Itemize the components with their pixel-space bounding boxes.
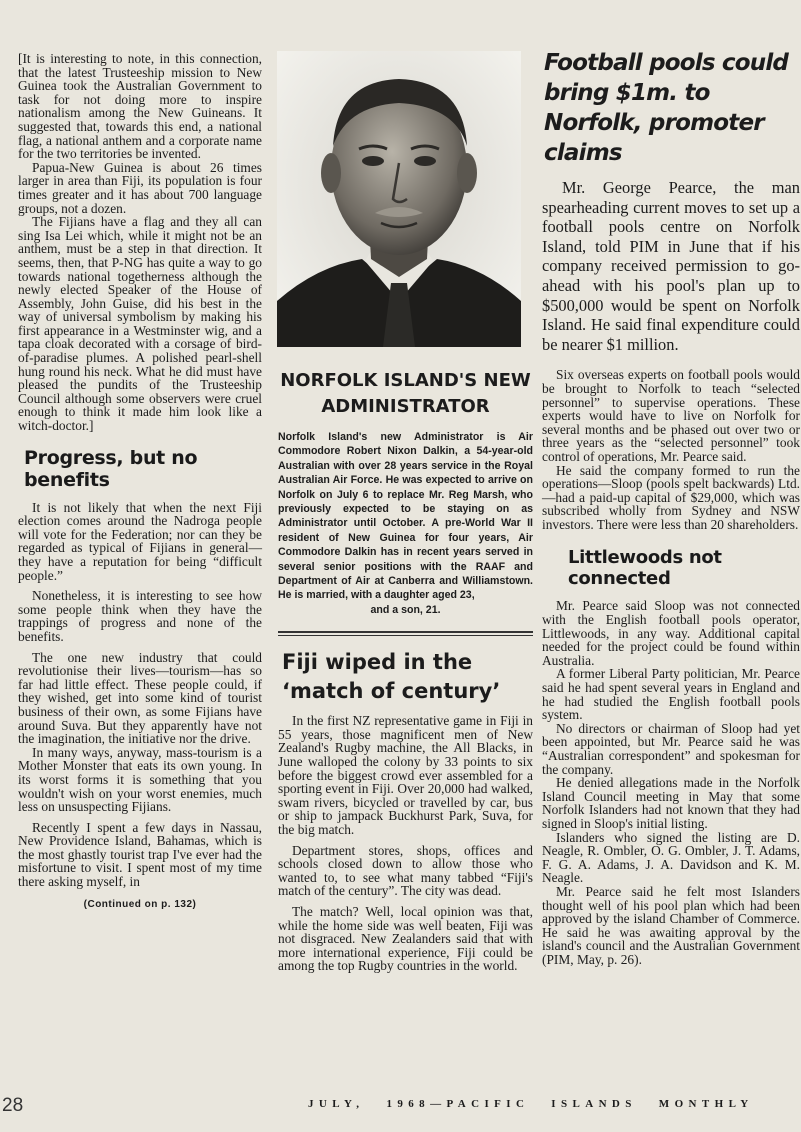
lead-paragraph-block: [542, 178, 800, 354]
page-number: 28: [2, 1095, 24, 1116]
article-paragraph: He denied allegations made in the Norfolk Island Council meeting in May that some Norfolk Islanders had not known that they had signed in Sloop's initial listing.: [542, 775, 800, 831]
caption-body: [278, 430, 533, 617]
column-left: [18, 0, 262, 910]
lead-paragraph: Mr. George Pearce, the man spearheading current moves to set up a football pools centre on Norfolk Island, told PIM in June that if his company received permission to go-ahead with his pool's plan up to $500,000 would be spent on Norfolk Island. He said final expenditure could be nearer $1 million.: [542, 178, 800, 354]
article-paragraph: Mr. Pearce said he felt most Islanders thought well of his pool plan which had been approved by the island Chamber of Commerce. He said he was awaiting approval by the island's council and the Australian Government (PIM, May, p. 26).: [542, 883, 800, 967]
footer-part: 1968—PACIFIC: [386, 1098, 530, 1110]
article-paragraph: Nonetheless, it is interesting to see how some people think when they have the trappings of progress and none of the benefits.: [18, 588, 262, 644]
continued-note: (Continued on p. 132): [83, 898, 197, 910]
intro-paragraph: Papua-New Guinea is about 26 times larger in area than Fiji, its population is four times greater and it has about 700 language groups, not a dozen.: [18, 159, 262, 216]
article-paragraph: Islanders who signed the listing are D. Neagle, R. Ombler, O. G. Ombler, J. T. Adams, F. G. A. Adams, J. A. Davidson and K. M. Neagle.: [542, 829, 800, 886]
running-footer: [308, 1098, 801, 1110]
section-heading-football: Football pools could bring $1m. to Norfolk, promoter claims: [544, 50, 789, 166]
article-paragraph: It is not likely that when the next Fiji election comes around the Nadroga people will vote for the Federation; nor can they be regarded as typical of Fijians in general—they have a reputation for being “difficult people.”: [18, 499, 262, 583]
article-paragraph: The one new industry that could revolutionise their lives—tourism—has so far had little effect. These people could, if they wished, get into some kind of tourist business of their own, as some Fijians have around Suva. But they apparently have not the imagination, the initiative nor the drive.: [18, 649, 262, 747]
article-paragraph: In many ways, anyway, mass-tourism is a Mother Monster that eats its own young. In its worst forms it is something that you wouldn't wish on your worst enemies, much less on unsuspecting Fijians.: [18, 744, 262, 815]
article-paragraph: No directors or chairman of Sloop had yet been appointed, but Mr. Pearce said he was “Australian correspondent” and spokesman for the company.: [542, 720, 800, 777]
progress-article: [18, 501, 262, 889]
littlewoods-article: [542, 599, 800, 966]
column-middle: [278, 0, 533, 973]
footer-part: JULY,: [308, 1098, 365, 1110]
caption-text: Norfolk Island's new Administrator is Air Commodore Robert Nixon Dalkin, a 54-year-old Australian with over 28 years service in the Royal Australian Air Force. He was expected to arrive on Norfolk on July 6 to replace Mr. Reg Marsh, who previously expected to be staying on as Administrator until October. A pre-World War II resident of New Guinea for four years, Air Commodore Dalkin has in recent years served in several senior positions with the RAAF and Department of Air at Canberra and Williamstown. He is married, with a daughter aged 23,: [278, 431, 533, 602]
caption-last-line: and a son, 21.: [370, 603, 441, 616]
article-paragraph: A former Liberal Party politician, Mr. Pearce said he had spent several years in England and he had studied the English football pools system.: [542, 666, 800, 723]
article-paragraph: He said the company formed to run the operations—Sloop (pools spelt backwards) Ltd.—had a paid-up capital of $29,000, which was subscribed wholly from Sydney and NSW investors. There were less than 20 shareholders.: [542, 462, 800, 532]
article-paragraph: Mr. Pearce said Sloop was not connected with the English football pools operator, Littlewoods, in any way. Additional capital needed for the project could be found within Australia.: [542, 598, 800, 668]
article-paragraph: The match? Well, local opinion was that, while the home side was well beaten, Fiji was not disgraced. New Zealanders said that with more international experience, Fiji could be among the top Rugby countries in the world.: [278, 904, 533, 974]
column-right: [542, 0, 800, 967]
section-heading-fiji: Fiji wiped in the ‘match of century’: [282, 650, 501, 704]
footer-part: MONTHLY: [658, 1098, 754, 1110]
footer-part: ISLANDS: [551, 1098, 637, 1110]
divider-rule: [278, 631, 533, 633]
section-heading-littlewoods: Littlewoods not connected: [568, 547, 722, 590]
article-paragraph: Six overseas experts on football pools would be brought to Norfolk to teach “selected personnel” to supervise operations. These experts would have to live on Norfolk for several months and be phased out over two or three years as the “selected personnel” took control of operations, Mr. Pearce said.: [542, 367, 800, 464]
article-paragraph: Recently I spent a few days in Nassau, New Providence Island, Bahamas, which is the most ghastly tourist trap I've ever had the misfortune to visit. I spent most of my time there asking myself, in: [18, 819, 262, 890]
fiji-article: [278, 714, 533, 973]
intro-block: [18, 52, 262, 433]
article-paragraph: In the first NZ representative game in Fiji in 55 years, those magnificent men of New Zealand's Rugby machine, the All Blacks, in June walloped the colony by 33 points to six before the biggest crowd ever assembled for a sporting event in Fiji. Over 20,000 had walked, swam rivers, bicycled or travelled by car, bus or ship to jampack Buckhurst Park, Suva, for the big match.: [278, 713, 533, 838]
divider-rule-thin: [278, 635, 533, 636]
football-article: [542, 368, 800, 531]
article-paragraph: Department stores, shops, offices and schools closed down to allow those who wanted to, to see what many tabbed “Fiji's match of the century”. The city was dead.: [278, 842, 533, 899]
caption-title: NORFOLK ISLAND'S NEW ADMINISTRATOR: [280, 370, 531, 417]
intro-paragraph: The Fijians have a flag and they all can sing Isa Lei which, while it might not be an anthem, must be a step in that direction. It seems, then, that P-NG has quite a way to go towards national togetherness although the newly elected Speaker of the House of Assembly, John Guise, did his best in the way of universal symbolism by making his first appearance in a Westminster wig, and a tapa cloak decorated with a corsage of bird-of-paradise plumes. A polished pearl-shell hung round his neck. What he did must have pleased the pundits of the Trusteeship Council although some observers were cruel enough to think it made him look like a witch-doctor.]: [18, 214, 262, 434]
section-heading-progress: Progress, but no benefits: [24, 446, 198, 491]
intro-paragraph: [It is interesting to note, in this connection, that the latest Trusteeship mission to New Guinea took the Australian Government to task for not doing more to inspire nationalism among the New Guineans. It suggested that, towards this end, a national flag, a national anthem and a corporate name for the two territories be invented.: [18, 51, 262, 162]
